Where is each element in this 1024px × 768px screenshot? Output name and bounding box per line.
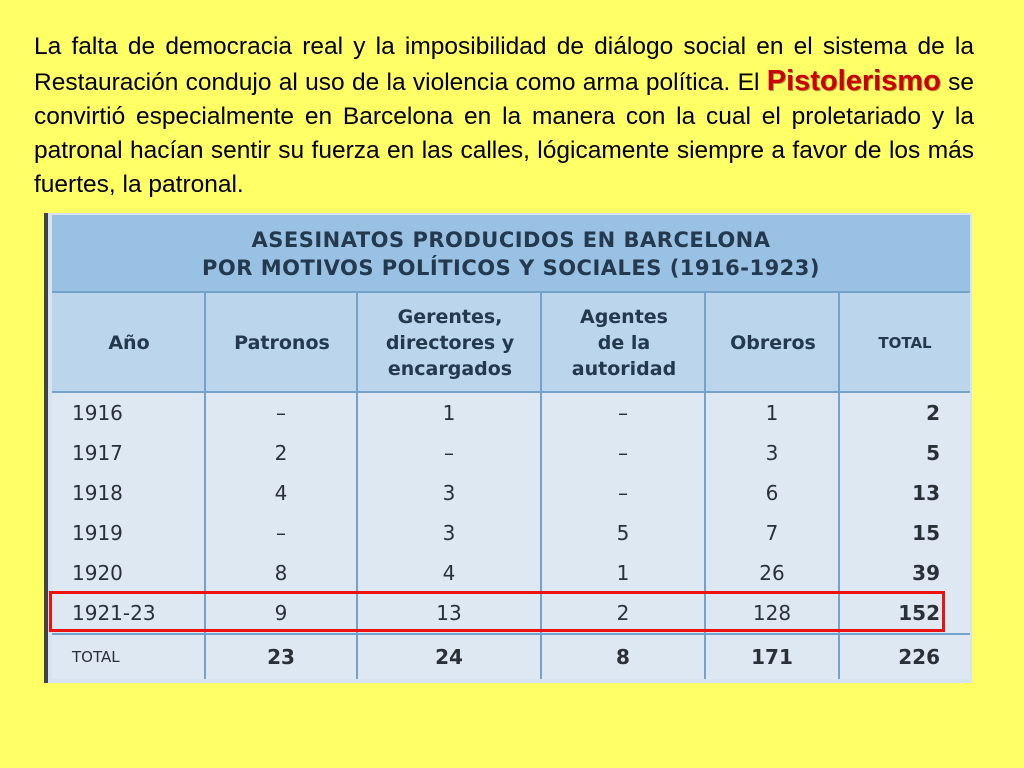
cell-patronos: – bbox=[276, 401, 286, 425]
cell-patronos: – bbox=[276, 521, 286, 545]
cell-year: 1918 bbox=[72, 481, 123, 505]
cell-obreros: 3 bbox=[765, 441, 779, 465]
header-gerentes: Gerentes, directores y encargados bbox=[385, 306, 515, 380]
cell-agentes: – bbox=[618, 481, 628, 505]
cell-total: 15 bbox=[912, 521, 940, 545]
cell-total: 39 bbox=[912, 561, 940, 585]
cell-obreros: 1 bbox=[765, 401, 779, 425]
pistolerismo-term: Pistolerismo bbox=[766, 65, 941, 97]
cell-obreros: 26 bbox=[759, 561, 785, 585]
cell-gerentes: 1 bbox=[442, 401, 456, 425]
intro-paragraph bbox=[34, 30, 974, 202]
cell-agentes: 5 bbox=[616, 521, 630, 545]
cell-year: 1919 bbox=[72, 521, 123, 545]
cell-agentes: – bbox=[618, 401, 628, 425]
cell-gerentes: – bbox=[444, 441, 454, 465]
cell-patronos: 2 bbox=[274, 441, 288, 465]
table-title-line-1: ASESINATOS PRODUCIDOS EN BARCELONA bbox=[251, 228, 771, 252]
homicide-table bbox=[44, 213, 972, 683]
intro-text-before: La falta de democracia real y la imposibilidad de diálogo social en el sistema de la Restauración condujo al uso de la violencia como arma política. El bbox=[34, 33, 974, 96]
total-patronos: 23 bbox=[267, 645, 295, 669]
row-divider bbox=[52, 633, 970, 635]
table-title bbox=[52, 215, 970, 293]
total-year: TOTAL bbox=[72, 648, 120, 666]
intro-text-after: se convirtió especialmente en Barcelona en la manera con la cual el proletariado y la patronal hacían sentir su fuerza en las calles, lógicamente siempre a favor de los más fuertes, la patronal. bbox=[34, 69, 974, 198]
cell-agentes: – bbox=[618, 441, 628, 465]
column-divider bbox=[356, 293, 358, 679]
cell-obreros: 7 bbox=[765, 521, 779, 545]
header-agentes: Agentes de la autoridad bbox=[571, 306, 677, 380]
cell-agentes: 1 bbox=[616, 561, 630, 585]
total-total: 226 bbox=[898, 645, 940, 669]
cell-year: 1920 bbox=[72, 561, 123, 585]
cell-total: 152 bbox=[898, 601, 940, 625]
header-obreros: Obreros bbox=[730, 332, 816, 354]
cell-year: 1917 bbox=[72, 441, 123, 465]
row-divider bbox=[52, 391, 970, 393]
cell-gerentes: 3 bbox=[442, 481, 456, 505]
cell-total: 2 bbox=[926, 401, 940, 425]
header-total: TOTAL bbox=[878, 334, 932, 352]
column-divider bbox=[704, 293, 706, 679]
table-title-line-2: POR MOTIVOS POLÍTICOS Y SOCIALES (1916-1923) bbox=[202, 256, 820, 280]
total-gerentes: 24 bbox=[435, 645, 463, 669]
cell-obreros: 128 bbox=[752, 601, 792, 625]
column-divider bbox=[204, 293, 206, 679]
cell-gerentes: 13 bbox=[436, 601, 462, 625]
cell-year: 1921-23 bbox=[72, 601, 156, 625]
total-obreros: 171 bbox=[751, 645, 793, 669]
cell-agentes: 2 bbox=[616, 601, 630, 625]
cell-year: 1916 bbox=[72, 401, 123, 425]
column-divider bbox=[540, 293, 542, 679]
cell-gerentes: 4 bbox=[442, 561, 456, 585]
cell-patronos: 8 bbox=[274, 561, 288, 585]
cell-gerentes: 3 bbox=[442, 521, 456, 545]
column-divider bbox=[838, 293, 840, 679]
row-divider bbox=[52, 291, 970, 293]
cell-total: 13 bbox=[912, 481, 940, 505]
header-patronos: Patronos bbox=[234, 332, 330, 354]
cell-total: 5 bbox=[926, 441, 940, 465]
total-agentes: 8 bbox=[616, 645, 630, 669]
header-year: Año bbox=[108, 332, 150, 354]
cell-patronos: 9 bbox=[274, 601, 288, 625]
cell-patronos: 4 bbox=[274, 481, 288, 505]
cell-obreros: 6 bbox=[765, 481, 779, 505]
